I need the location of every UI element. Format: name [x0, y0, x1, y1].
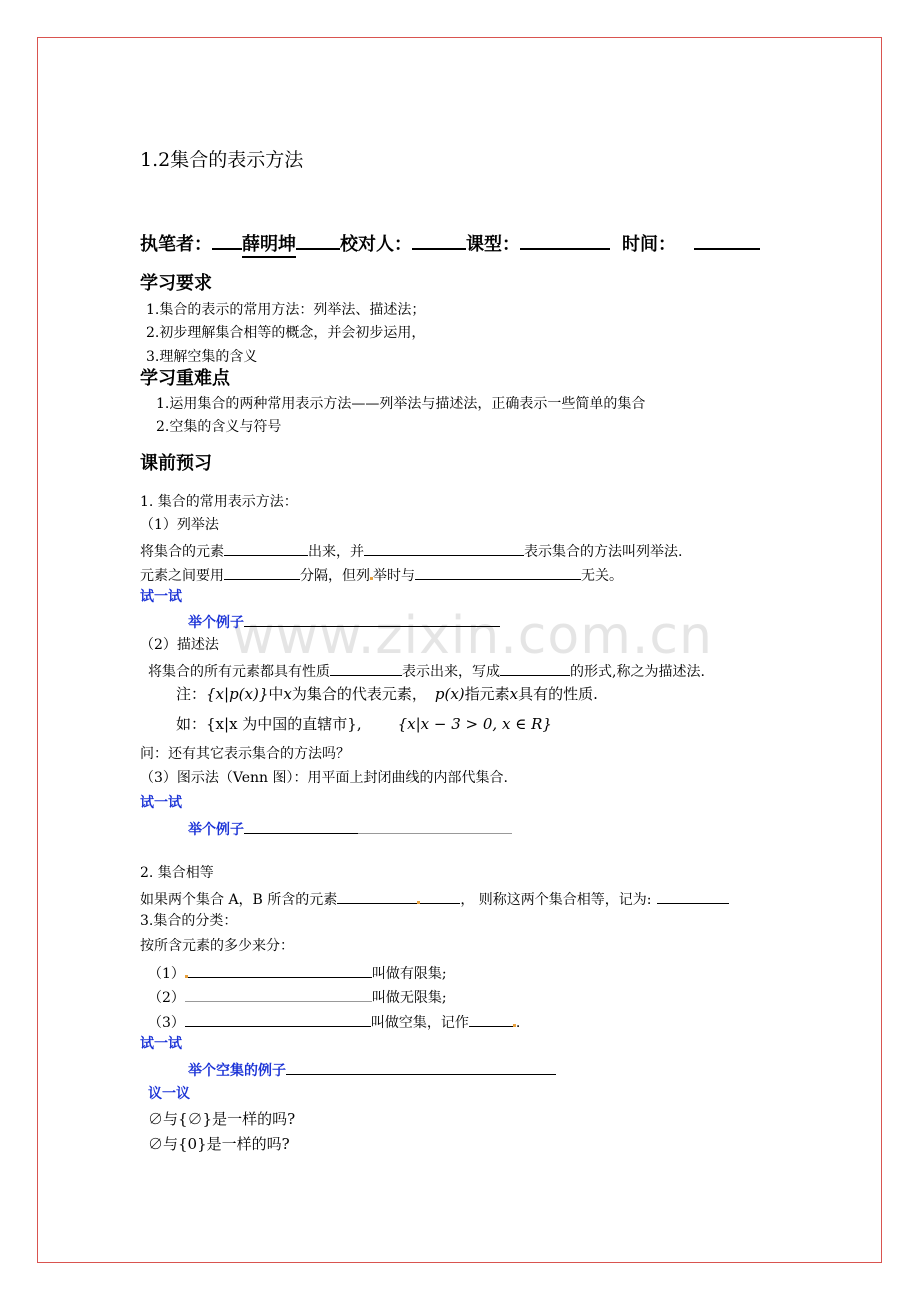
text: 为集合的代表元素，	[291, 685, 427, 703]
text: 出来，并	[308, 544, 364, 560]
text: 表示集合的方法叫列举法.	[524, 544, 683, 560]
text: 分隔，但列	[300, 568, 370, 584]
text: 如果两个集合 A，B 所含的元素	[140, 892, 338, 908]
text: 注：	[176, 685, 207, 703]
blank[interactable]	[185, 986, 372, 1002]
formula: p(x)	[434, 685, 465, 703]
staff-line	[140, 230, 760, 258]
text: 中	[268, 685, 284, 703]
text: 如：	[176, 715, 207, 733]
question-line: 问：还有其它表示集合的方法吗？	[140, 746, 350, 762]
desc-method-title: （2）描述法	[140, 637, 219, 653]
text: 将集合的所有元素都具有性质	[148, 664, 330, 680]
key-points-heading: 学习重难点	[140, 368, 230, 389]
try-it-label: 试一试	[140, 589, 182, 605]
blank[interactable]	[244, 611, 500, 627]
text: 叫做有限集;	[371, 966, 447, 982]
watermark: www.zixin.com.cn	[232, 606, 713, 666]
text: 表示出来，写成	[402, 664, 500, 680]
enum-line-1	[140, 540, 682, 561]
try-it-label: 试一试	[140, 795, 182, 811]
formula: x	[283, 685, 292, 703]
discuss-question-2: ∅与{0}是一样的吗?	[148, 1135, 290, 1153]
text: 举个例子	[188, 822, 244, 838]
requirements-heading: 学习要求	[140, 273, 212, 294]
try-it-label: 试一试	[140, 1036, 182, 1052]
discuss-question-1: ∅与{∅}是一样的吗?	[148, 1110, 296, 1128]
formula: {x|x − 3 > 0, x ∈ R}	[397, 715, 552, 733]
venn-method-line: （3）图示法（Venn 图）：用平面上封闭曲线的内部代集合.	[140, 770, 508, 786]
blank[interactable]	[185, 1011, 251, 1027]
classification-subtitle: 按所含元素的多少来分：	[140, 938, 294, 954]
type-blank[interactable]	[520, 230, 610, 250]
blank[interactable]	[244, 818, 358, 834]
text: 举个空集的例子	[188, 1063, 286, 1079]
section2-title: 2. 集合相等	[140, 865, 214, 881]
text: 指元素	[464, 685, 510, 703]
author-name: 薛明坤	[242, 234, 296, 258]
requirement-item: 3.理解空集的含义	[146, 349, 258, 365]
text: 将集合的元素	[140, 544, 224, 560]
blank[interactable]	[469, 1011, 513, 1027]
section1-title: 1. 集合的常用表示方法：	[140, 494, 298, 510]
blank[interactable]	[415, 564, 581, 580]
blank[interactable]	[188, 962, 372, 978]
text: 举个例子	[188, 615, 244, 631]
empty-set-example-line	[188, 1059, 556, 1080]
time-blank[interactable]	[694, 230, 760, 250]
time-label: 时间：	[622, 234, 676, 255]
blank[interactable]	[224, 540, 308, 556]
author-blank-right[interactable]	[296, 248, 340, 250]
text: 具有的性质.	[518, 685, 598, 703]
requirement-item: 1.集合的表示的常用方法：列举法、描述法；	[146, 302, 426, 318]
section3-title: 3.集合的分类：	[140, 913, 238, 929]
blank[interactable]	[358, 818, 512, 834]
example-line-2	[188, 818, 512, 839]
text: （3）	[148, 1015, 185, 1031]
desc-line	[148, 660, 705, 681]
text: :	[646, 892, 652, 908]
note-line	[176, 684, 598, 704]
blank[interactable]	[251, 1011, 371, 1027]
blank[interactable]	[420, 888, 460, 904]
enum-line-2	[140, 564, 623, 585]
classification-item-1	[148, 962, 447, 983]
key-point-item: 2.空集的含义与符号	[156, 419, 282, 435]
text: .	[515, 1015, 521, 1031]
blank[interactable]	[330, 660, 402, 676]
text: （1）	[148, 966, 185, 982]
blank[interactable]	[364, 540, 524, 556]
author-blank-left[interactable]	[212, 248, 242, 250]
formula: {x|p(x)}	[206, 685, 269, 703]
text: 无关。	[581, 568, 623, 584]
text: 元素之间要用	[140, 568, 224, 584]
example-line-1	[188, 611, 500, 632]
set-equality-line	[140, 888, 729, 909]
text: 的形式,称之为描述法.	[570, 664, 705, 680]
enum-method-title: （1）列举法	[140, 517, 219, 533]
blank[interactable]	[286, 1059, 556, 1075]
preview-heading: 课前预习	[140, 453, 212, 474]
blank[interactable]	[224, 564, 300, 580]
formula: x	[509, 685, 519, 703]
checker-blank[interactable]	[412, 230, 466, 250]
classification-item-3	[148, 1011, 520, 1032]
classification-item-2	[148, 986, 447, 1007]
text: 举时与	[373, 568, 415, 584]
blank[interactable]	[337, 888, 417, 904]
example-sets-line	[176, 714, 552, 734]
text: 叫做无限集;	[371, 990, 447, 1006]
text: ， 则称这两个集合相等，记为	[460, 892, 647, 908]
text: 叫做空集，记作	[370, 1015, 469, 1031]
blank[interactable]	[500, 660, 570, 676]
text: （2）	[148, 990, 185, 1006]
blank[interactable]	[657, 888, 729, 904]
discuss-label: 议一议	[148, 1086, 190, 1102]
checker-label: 校对人：	[340, 234, 412, 255]
requirement-item: 2.初步理解集合相等的概念，并会初步运用，	[146, 325, 426, 341]
author-label: 执笔者：	[140, 234, 212, 255]
formula: {x|x 为中国的直辖市},	[206, 715, 362, 733]
type-label: 课型：	[466, 234, 520, 255]
page-title: 1.2集合的表示方法	[140, 149, 304, 171]
key-point-item: 1.运用集合的两种常用表示方法——列举法与描述法，正确表示一些简单的集合	[156, 396, 646, 412]
